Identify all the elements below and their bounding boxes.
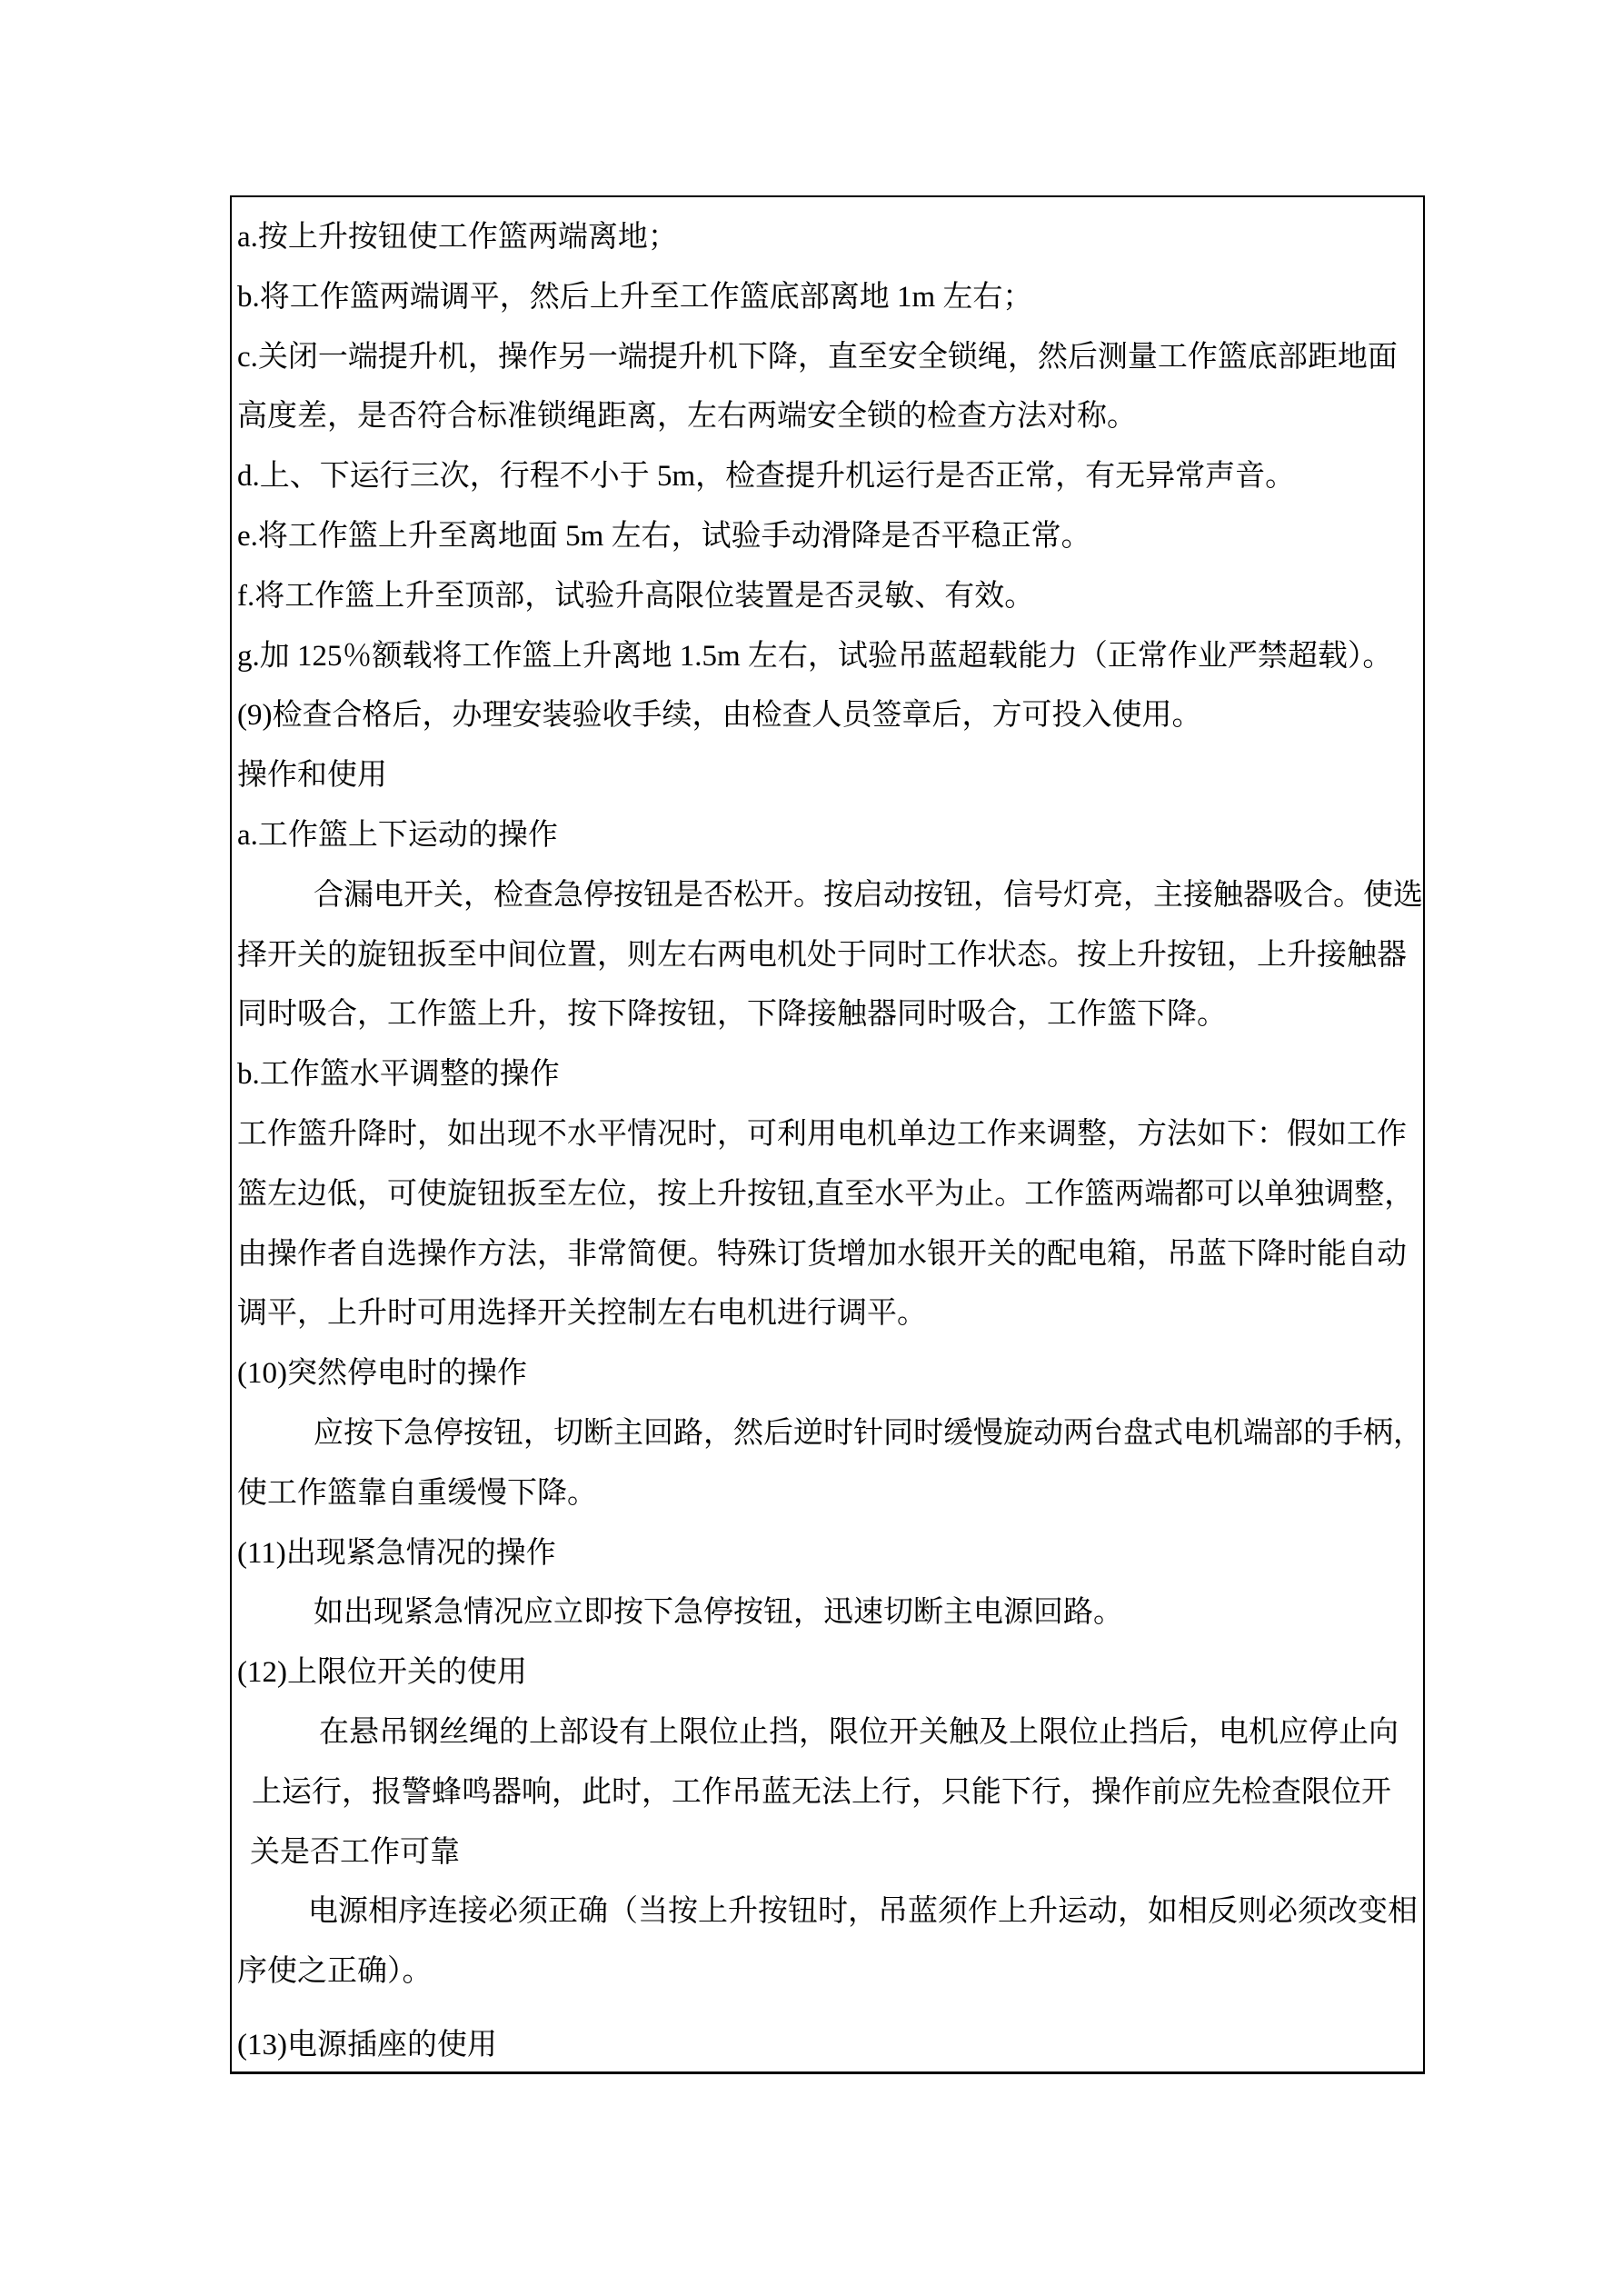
doc-line-item-9-acceptance: (9)检查合格后，办理安装验收手续，由检查人员签章后，方可投入使用。 bbox=[237, 699, 1202, 733]
doc-line-item-b-leveling-operation: b.工作篮水平调整的操作 bbox=[237, 1058, 560, 1092]
doc-line-power-failure-paragraph: 应按下急停按钮，切断主回路，然后逆时针同时缓慢旋动两台盘式电机端部的手柄， bbox=[314, 1416, 1423, 1450]
doc-line-leveling-wrap-3: 调平，上升时可用选择开关控制左右电机进行调平。 bbox=[237, 1297, 927, 1331]
doc-heading-operation-and-use: 操作和使用 bbox=[237, 759, 387, 793]
doc-line-emergency-paragraph: 如出现紧急情况应立即按下急停按钮，迅速切断主电源回路。 bbox=[314, 1596, 1123, 1630]
doc-line-limit-switch-wrap-1: 上运行，报警蜂鸣器响，此时，工作吊蓝无法上行，只能下行，操作前应先检查限位开 bbox=[252, 1775, 1391, 1809]
doc-line-step-c-hoist: c.关闭一端提升机，操作另一端提升机下降，直至安全锁绳，然后测量工作篮底部距地面 bbox=[237, 340, 1398, 374]
doc-line-leveling-wrap-2: 由操作者自选操作方法，非常简便。特殊订货增加水银开关的配电箱，吊蓝下降时能自动 bbox=[237, 1237, 1407, 1271]
doc-line-step-f-limit-test: f.将工作篮上升至顶部，试验升高限位装置是否灵敏、有效。 bbox=[237, 579, 1035, 613]
doc-line-step-c-wrap: 高度差，是否符合标准锁绳距离，左右两端安全锁的检查方法对称。 bbox=[237, 400, 1137, 434]
doc-line-item-12-upper-limit-switch: (12)上限位开关的使用 bbox=[237, 1656, 527, 1690]
doc-line-breaker-wrap-2: 同时吸合，工作篮上升，按下降按钮，下降接触器同时吸合，工作篮下降。 bbox=[237, 998, 1227, 1032]
doc-line-step-a-lift: a.按上升按钮使工作篮两端离地； bbox=[237, 221, 678, 254]
doc-line-phase-sequence-paragraph: 电源相序连接必须正确（当按上升按钮时，吊蓝须作上升运动，如相反则必须改变相 bbox=[308, 1895, 1418, 1929]
doc-line-item-13-power-socket: (13)电源插座的使用 bbox=[237, 2028, 497, 2061]
doc-line-item-10-power-failure: (10)突然停电时的操作 bbox=[237, 1357, 527, 1391]
doc-line-step-e-slide-test: e.将工作篮上升至离地面 5m 左右，试验手动滑降是否平稳正常。 bbox=[237, 519, 1091, 553]
doc-line-phase-sequence-wrap: 序使之正确）。 bbox=[237, 1955, 433, 1989]
document-bordered-cell bbox=[230, 195, 1425, 2074]
doc-line-breaker-wrap-1: 择开关的旋钮扳至中间位置，则左右两电机处于同时工作状态。按上升按钮，上升接触器 bbox=[237, 938, 1407, 972]
doc-line-leveling-wrap-1: 篮左边低，可使旋钮扳至左位，按上升按钮,直至水平为止。工作篮两端都可以单独调整， bbox=[237, 1177, 1415, 1211]
doc-line-limit-switch-wrap-2: 关是否工作可靠 bbox=[250, 1835, 460, 1869]
doc-line-limit-switch-paragraph: 在悬吊钢丝绳的上部设有上限位止挡，限位开关触及上限位止挡后，电机应停止向 bbox=[319, 1715, 1399, 1749]
doc-line-step-d-runs: d.上、下运行三次，行程不小于 5m，检查提升机运行是否正常，有无异常声音。 bbox=[237, 460, 1296, 494]
doc-line-step-b-level: b.将工作篮两端调平，然后上升至工作篮底部离地 1m 左右； bbox=[237, 280, 1033, 314]
doc-line-leveling-paragraph: 工作篮升降时，如出现不水平情况时，可利用电机单边工作来调整，方法如下：假如工作 bbox=[237, 1117, 1407, 1151]
doc-line-item-11-emergency: (11)出现紧急情况的操作 bbox=[237, 1536, 556, 1570]
doc-line-breaker-paragraph: 合漏电开关，检查急停按钮是否松开。按启动按钮，信号灯亮，主接触器吸合。使选 bbox=[314, 878, 1423, 912]
doc-line-power-failure-wrap: 使工作篮靠自重缓慢下降。 bbox=[237, 1476, 597, 1510]
doc-line-item-a-updown-operation: a.工作篮上下运动的操作 bbox=[237, 818, 558, 852]
doc-line-step-g-overload-test: g.加 125％额载将工作篮上升离地 1.5m 左右，试验吊蓝超载能力（正常作业严禁超载）。 bbox=[237, 639, 1393, 673]
